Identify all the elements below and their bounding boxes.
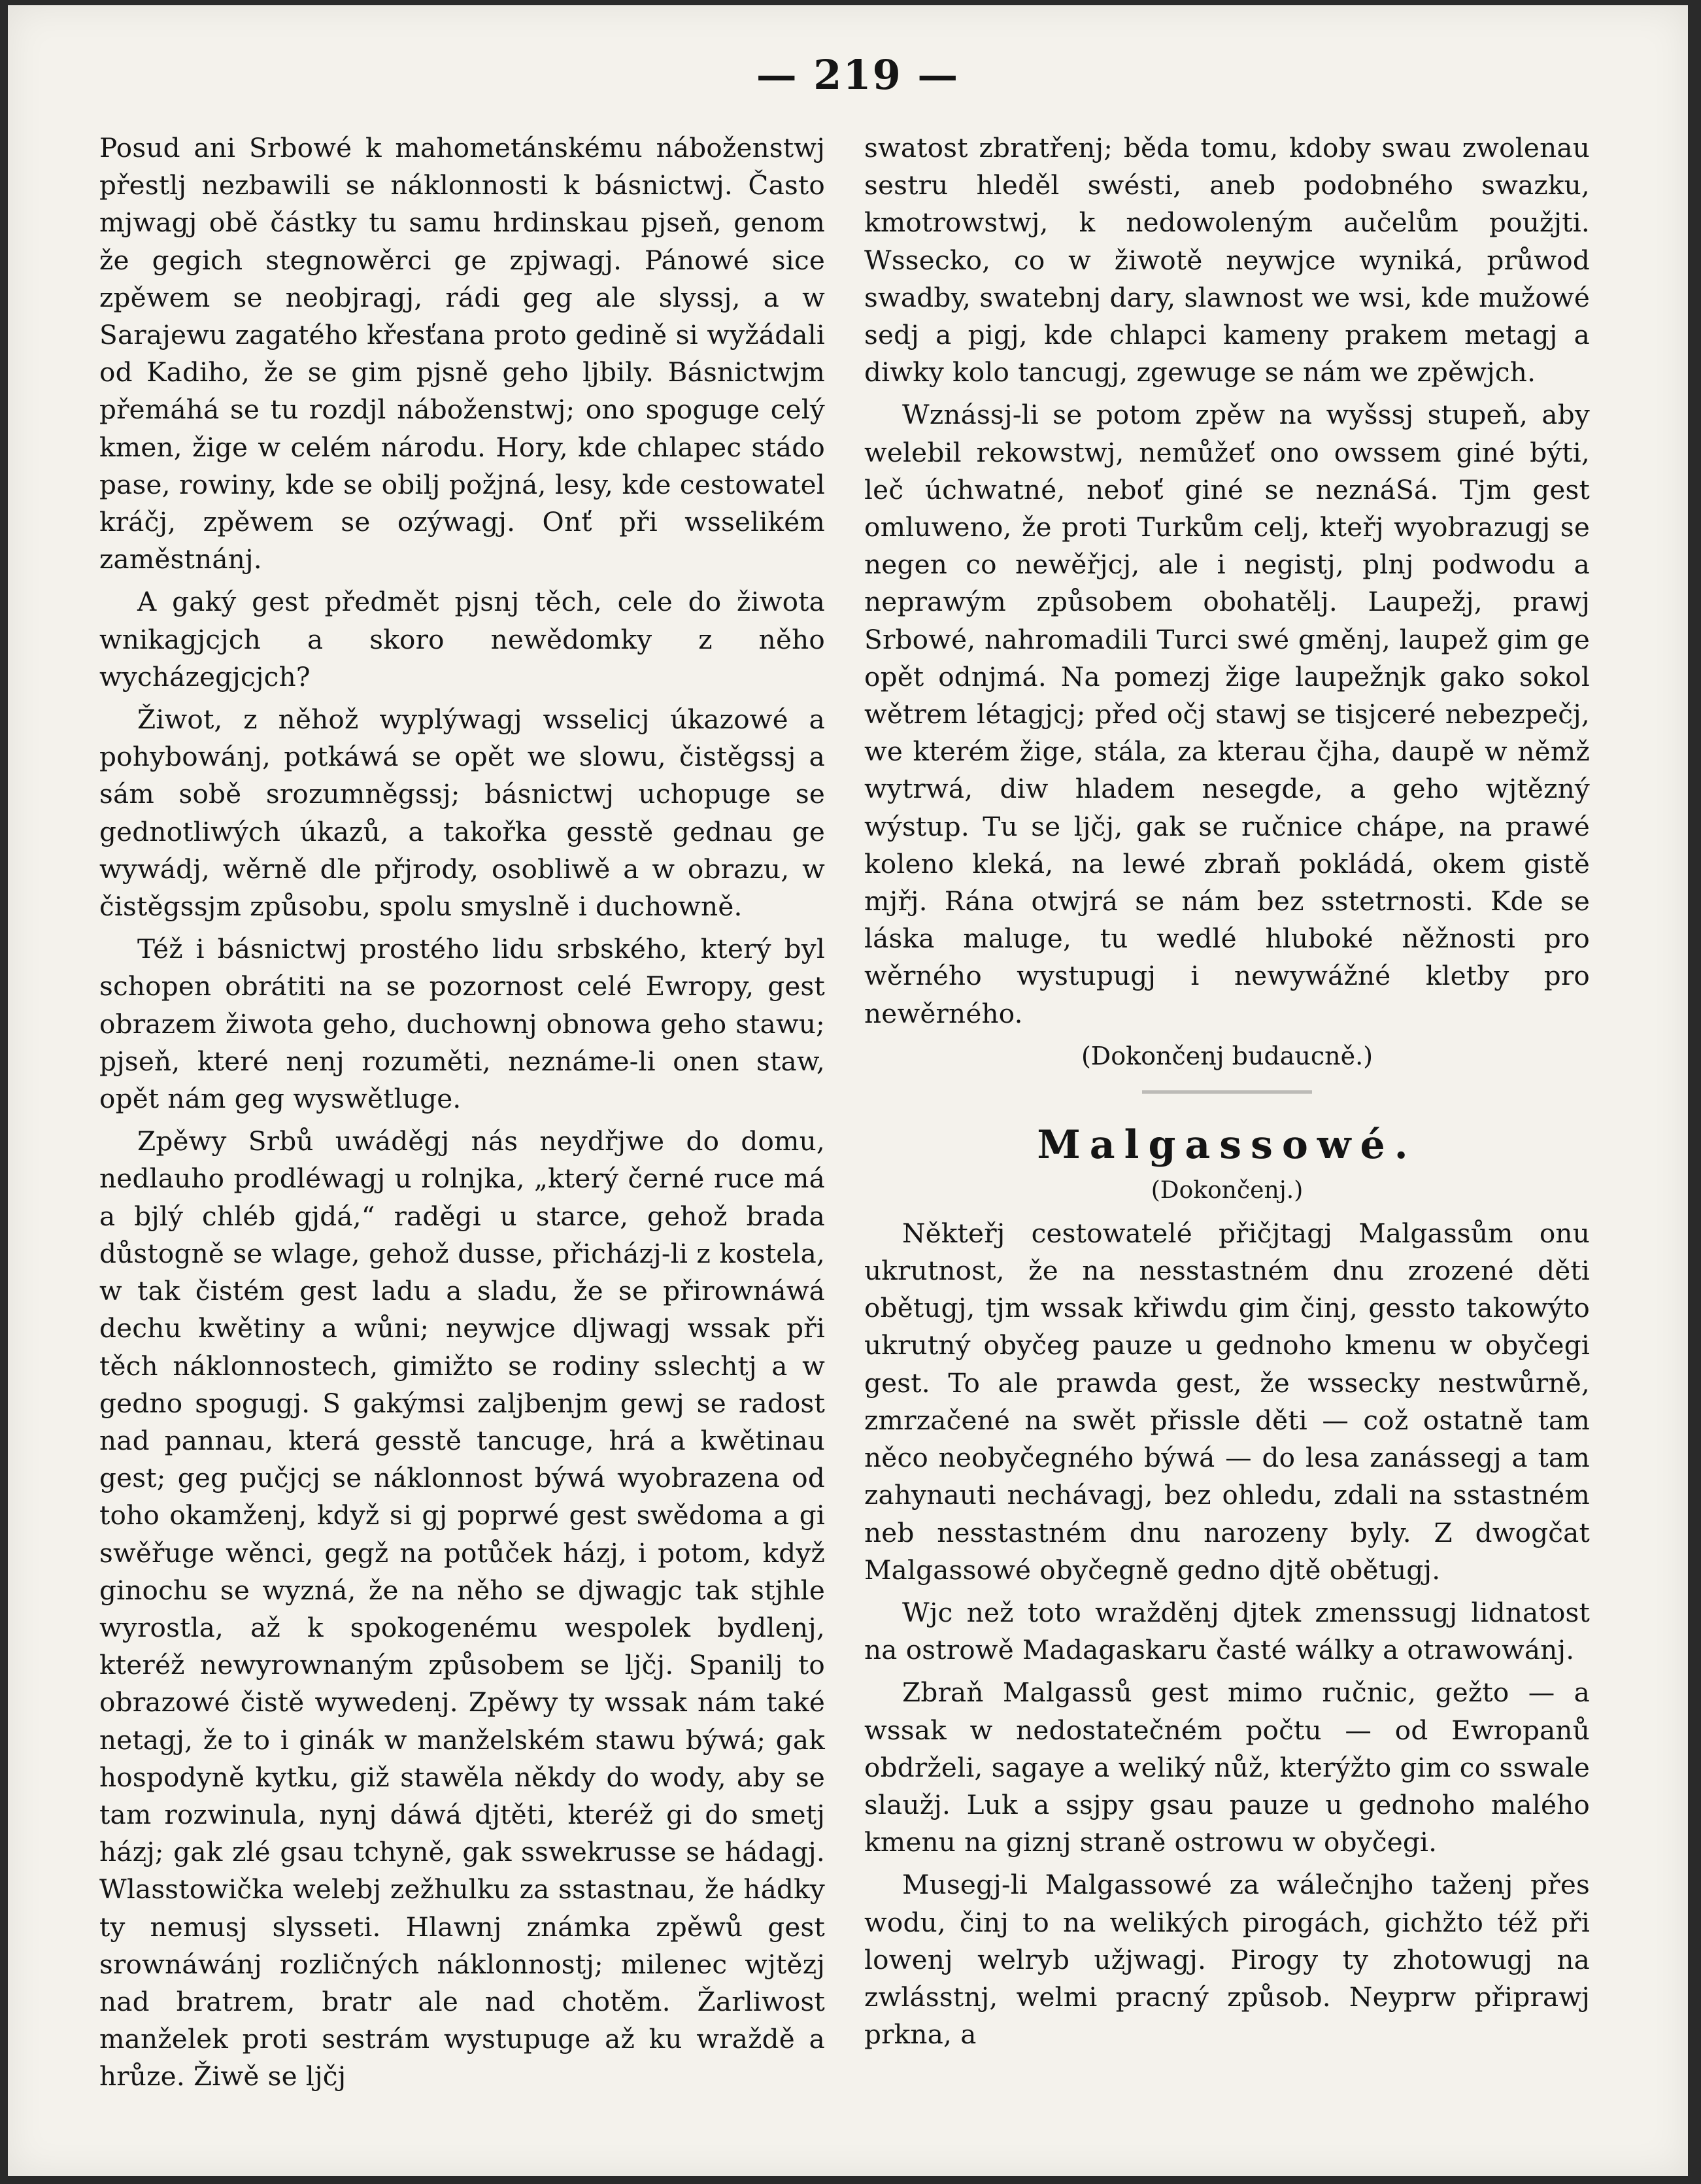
left-column [99, 129, 825, 2101]
continuation-note: (Dokončenj budaucně.) [1081, 1041, 1373, 1070]
document-page [8, 5, 1688, 2176]
paragraph: Žiwot, z něhož wyplýwagj wsselicj úkazowé a pohybowánj, potkáwá se opět we slowu, čistěgssj a sám sobě srozumněgssj; básnictwj uchopuge se gednotliwých úkazů, a takořka gesstě gednau ge wywádj, wěrně dle přjrody, osobliwě a w obrazu, w čistěgssjm způsobu, spolu smyslně i duchowně. [99, 704, 825, 923]
paragraph: swatost zbratřenj; běda tomu, kdoby swau zwolenau sestru hleděl swésti, aneb podobného swazku, kmotrowstwj, k nedowoleným aučelům použjti. Wssecko, co w žiwotě neywjce wyniká, průwod swadby, swatebnj dary, slawnost we wsi, kde mužowé sedj a pigj, kde chlapci kameny prakem metagj a diwky kolo tancugj, zgewuge se nám we zpěwjch. [864, 132, 1590, 388]
right-column [864, 129, 1590, 2058]
paragraph: Wjc než toto wražděnj djtek zmenssugj lidnatost na ostrowě Madagaskaru časté wálky a otrawowánj. [864, 1596, 1590, 1666]
section-divider [1142, 1091, 1312, 1097]
paragraph: A gaký gest předmět pjsnj těch, cele do žiwota wnikagjcjch a skoro newědomky z něho wycházegjcjch? [99, 586, 825, 692]
section-title: Malgassowé. [1037, 1121, 1417, 1168]
section-subtitle: (Dokončenj.) [1151, 1176, 1304, 1204]
paragraph: Zpěwy Srbů uwáděgj nás neydřjwe do domu, nedlauho prodléwagj u rolnjka, „který černé ruce má a bjlý chléb gjdá,“ raděgi u starce, gehož brada důstogně se wlage, gehož dusse, přicházj-li z kostela, w tak čistém gest ladu a sladu, že se přirownáwá dechu kwětiny a wůni; neywjce dljwagj wssak při těch náklonnostech, gimižto se rodiny sslechtj a w gedno spogugj. S gakýmsi zaljbenjm gewj se radost nad pannau, která gesstě tancuge, hrá a kwětinau gest; geg pučjcj se náklonnost býwá wyobrazena od toho okamženj, když si gj poprwé gest swědoma a gi swěřuge wěnci, gegž na potůček házj, i potom, když ginochu se wyzná, že na něho se djwagjc tak stjhle wyrostla, až k spokogenému wespolek bydlenj, kteréž newyrownaným způsobem se ljčj. Spanilj to obrazowé čistě wywedenj. Zpěwy ty wssak nám také netagj, že to i ginák w manželském stawu býwá; gak hospodyně kytku, giž stawěla někdy do wody, aby se tam rozwinula, nynj dáwá djtěti, kteréž gi do smetj házj; gak zlé gsau tchyně, gak sswekrusse se hádagj. Wlasstowička welebj zežhulku za sstastnau, že hádky ty nemusj slysseti. Hlawnj známka zpěwů gest srownáwánj rozličných náklonnostj; milenec wjtězj nad bratrem, bratr ale nad chotěm. Žarliwost manželek proti sestrám wystupuge až ku wraždě a hrůze. Žiwě se ljčj [99, 1125, 825, 2092]
paragraph: Musegj-li Malgassowé za wálečnjho taženj přes wodu, činj to na welikých pirogách, gichžto též při lowenj welryb užjwagj. Pirogy ty zhotowugj na zwlásstnj, welmi pracný způsob. Neyprw připrawj prkna, a [864, 1869, 1590, 2051]
paragraph: Též i básnictwj prostého lidu srbského, který byl schopen obrátiti na se pozornost celé Ewropy, gest obrazem žiwota geho, duchownj obnowa geho stawu; pjseň, které nenj rozuměti, neznáme-li onen staw, opět nám geg wyswětluge. [99, 933, 825, 1115]
paragraph: Wznássj-li se potom zpěw na wyšssj stupeň, aby welebil rekowstwj, nemůžeť ono owssem giné býti, leč úchwatné, neboť giné se neznáSá. Tjm gest omluweno, že proti Turkům celj, kteřj wyobrazugj se negen co newěřjcj, ale i negistj, plnj podwodu a neprawým způsobem obohatělj. Laupežj, prawj Srbowé, nahromadili Turci swé gměnj, laupež gim ge opět odnjmá. Na pomezj žige laupežnjk gako sokol wětrem létagjcj; před očj stawj se tisjceré nebezpečj, we kterém žige, stála, za kterau čjha, daupě w němž wytrwá, diw hladem nesegde, a geho wjtězný wýstup. Tu se ljčj, gak se ručnice chápe, na prawé koleno kleká, na lewé zbraň pokládá, okem gistě mjřj. Rána otwjrá se nám bez sstetrnosti. Kde se láska maluge, tu wedlé hluboké něžnosti pro wěrného wystupugj i newywážné kletby pro newěrného. [864, 399, 1590, 1029]
page-number: — 219 — [756, 51, 960, 99]
paragraph: Posud ani Srbowé k mahometánskému náboženstwj přestlj nezbawili se náklonnosti k básnictwj. Často mjwagj obě částky tu samu hrdinskau pjseň, genom že gegich stegnowěrci ge zpjwagj. Pánowé sice zpěwem se neobjragj, rádi geg ale slyssj, a w Sarajewu zagatého křesťana proto gedině si wyžádali od Kadiho, že se gim pjsně geho ljbily. Básnictwjm přemáhá se tu rozdjl náboženstwj; ono spoguge celý kmen, žige w celém národu. Hory, kde chlapec stádo pase, rowiny, kde se obilj požjná, lesy, kde cestowatel kráčj, zpěwem se ozýwagj. Onť při wsselikém zaměstnánj. [99, 132, 825, 575]
paragraph: Někteřj cestowatelé přičjtagj Malgassům onu ukrutnost, že na nesstastném dnu zrozené děti obětugj, tjm wssak křiwdu gim činj, gessto takowýto ukrutný obyčeg pauze u gednoho kmenu w obyčegi gest. To ale prawda gest, že wssecky nestwůrně, zmrzačené na swět přissle děti — což ostatně tam něco neobyčegného býwá — do lesa zanássegj a tam zahynauti nechávagj, bez ohledu, zdali na sstastném neb nesstastném dnu narozeny byly. Z dwogčat Malgassowé obyčegně gedno djtě obětugj. [864, 1217, 1590, 1586]
paragraph: Zbraň Malgassů gest mimo ručnic, gežto — a wssak w nedostatečném počtu — od Ewropanů obdrželi, sagaye a weliký nůž, kterýžto gim co sswale slaužj. Luk a ssjpy gsau pauze u gednoho malého kmenu na giznj straně ostrowu w obyčegi. [864, 1677, 1590, 1858]
